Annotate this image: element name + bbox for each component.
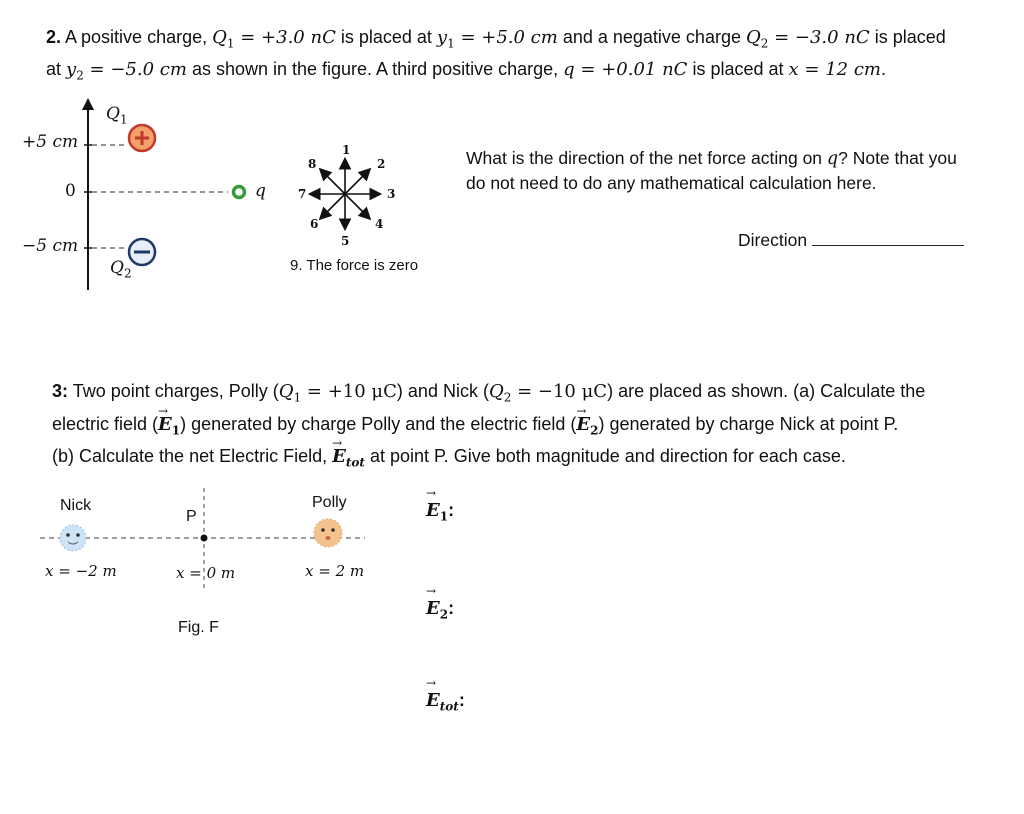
polly-face-icon bbox=[314, 519, 342, 547]
compass-label-5: 5 bbox=[341, 234, 350, 248]
q2-line-2: at $y_2 = -5.0$ cm as shown in the figure. A third positive charge, q = +0.01 nC is placed at x = 12 cm. bbox=[46, 58, 886, 83]
y-axis-arrow-icon bbox=[82, 98, 94, 110]
q3-line-2: electric field (→ $E_1$) generated by charge Polly and the electric field (→ $E_2$) generated by charge Nick at point P. bbox=[52, 411, 1012, 444]
q2-line-1: 2. A positive charge, $Q_1 = +3.0$ nC is placed at $y_1 = +5.0$ cm and a negative charge $Q_2 = -3.0$ nC is placed bbox=[46, 27, 946, 51]
q2-value: = −3.0 nC bbox=[768, 27, 870, 48]
compass-label-4: 4 bbox=[375, 217, 384, 231]
x-p-label: x = 0 m bbox=[176, 564, 236, 582]
compass-label-6: 6 bbox=[310, 217, 319, 231]
x-polly-label: x = 2 m bbox=[305, 562, 365, 580]
label-zero: 0 bbox=[65, 181, 76, 201]
direction-blank[interactable] bbox=[812, 229, 964, 246]
q3-value: q = +0.01 nC bbox=[563, 58, 688, 80]
compass-labels bbox=[280, 140, 410, 250]
etot-answer-label: → $E_{tot}$: bbox=[426, 690, 465, 714]
compass-label-8: 8 bbox=[308, 157, 317, 171]
q2-question: What is the direction of the net force acting on q? Note that you do not need to do any mathematical calculation here. bbox=[466, 148, 957, 193]
q3-statement bbox=[52, 378, 1012, 476]
p-label: P bbox=[186, 508, 197, 525]
e1-answer-label: → $E_1$: bbox=[426, 500, 454, 524]
label-Q1: $Q_1$ bbox=[106, 104, 128, 127]
test-charge-icon bbox=[234, 187, 245, 198]
q3-number: 3: bbox=[52, 381, 69, 401]
q1-value: = +3.0 nC bbox=[234, 27, 336, 48]
q2-number: 2. bbox=[46, 27, 62, 47]
nick-charge-value: = −10 μC bbox=[511, 381, 608, 402]
q3-line-3: (b) Calculate the net Electric Field, → $E_{tot}$ at point P. Give both magnitude and direction for each case. bbox=[52, 443, 1012, 476]
x-nick-label: x = −2 m bbox=[45, 562, 117, 580]
direction-answer bbox=[738, 229, 964, 251]
compass-label-2: 2 bbox=[377, 157, 386, 171]
e2-answer-label: → $E_2$: bbox=[426, 598, 454, 622]
q2-statement bbox=[46, 25, 1006, 88]
x-value: x = 12 cm bbox=[788, 58, 881, 80]
y2-symbol: y bbox=[66, 58, 77, 80]
y1-symbol: y bbox=[436, 27, 448, 48]
y1-value: = +5.0 cm bbox=[454, 27, 558, 48]
fig-caption: Fig. F bbox=[178, 619, 219, 636]
label-Q2: $Q_2$ bbox=[110, 258, 132, 281]
polly-charge-value: = +10 μC bbox=[301, 381, 397, 402]
compass-label-7: 7 bbox=[298, 187, 307, 201]
polly-label: Polly bbox=[312, 494, 347, 511]
label-plus5: +5 cm bbox=[22, 132, 79, 152]
label-test-charge: q bbox=[255, 181, 266, 201]
label-minus5: −5 cm bbox=[22, 236, 79, 256]
direction-label: Direction bbox=[738, 230, 808, 250]
nick-label: Nick bbox=[60, 497, 92, 514]
force-zero-note: 9. The force is zero bbox=[290, 257, 419, 274]
q3-line-1: 3: Two point charges, Polly ($Q_1 = +10$ μC) and Nick ($Q_2 = -10$ μC) are placed as shown. (a) Calculate the bbox=[52, 381, 926, 405]
q1-symbol: Q bbox=[212, 27, 227, 48]
compass-label-3: 3 bbox=[387, 187, 396, 201]
q2-symbol: Q bbox=[745, 27, 761, 48]
nick-face-icon bbox=[60, 525, 86, 551]
y2-value: = −5.0 cm bbox=[83, 58, 187, 80]
compass-label-1: 1 bbox=[342, 143, 351, 157]
point-p-icon bbox=[201, 535, 208, 542]
